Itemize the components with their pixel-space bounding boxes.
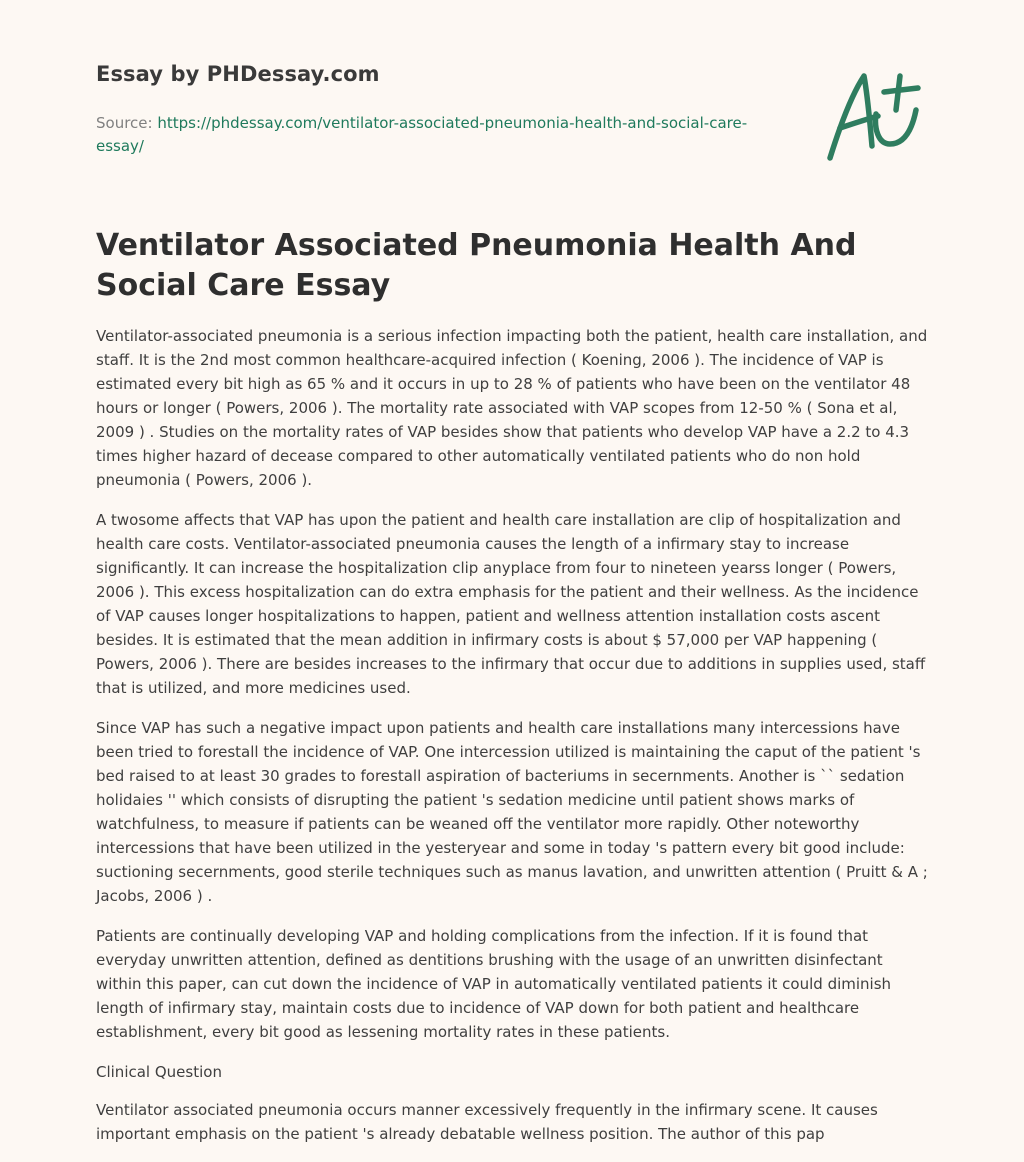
essay-header [96, 62, 796, 158]
a-plus-grade-icon [820, 64, 930, 164]
source-link[interactable]: https://phdessay.com/ventilator-associated-pneumonia-health-and-social-care-essay/ [96, 114, 748, 155]
paragraph: Ventilator associated pneumonia occurs manner excessively frequently in the infirmary scene. It causes important emphasis on the patient 's already debatable wellness position. The author of this pap [96, 1101, 878, 1143]
paragraph: Ventilator-associated pneumonia is a serious infection impacting both the patient, health care installation, and staff. It is the 2nd most common healthcare-acquired infection ( Koening, 2006 ). The incidence of VAP is estimated every bit high as 65 % and it occurs in up to 28 % of patients who have been on the ventilator 48 hours or longer ( Powers, 2006 ). The mortality rate associated with VAP scopes from 12-50 % ( Sona et al, 2009 ) . Studies on the mortality rates of VAP besides show that patients who develop VAP have a 2.2 to 4.3 times higher hazard of decease compared to other automatically ventilated patients who do non hold pneumonia ( Powers, 2006 ). [96, 327, 928, 489]
essay-body [96, 324, 930, 1162]
source-label: Source: [96, 114, 158, 132]
paragraph: Patients are continually developing VAP and holding complications from the infection. If it is found that everyday unwritten attention, defined as dentitions brushing with the usage of an unwritten disinfectant within this paper, can cut down the incidence of VAP in automatically ventilated patients it could diminish length of infirmary stay, maintain costs due to incidence of VAP down for both patient and healthcare establishment, every bit good as lessening mortality rates in these patients. [96, 927, 892, 1041]
essay-title: Ventilator Associated Pneumonia Health And Social Care Essay [96, 228, 857, 303]
source-line [96, 112, 756, 158]
site-brand: Essay by PHDessay.com [96, 62, 380, 86]
section-heading: Clinical Question [96, 1063, 222, 1081]
paragraph: Since VAP has such a negative impact upon patients and health care installations many intercessions have been tried to forestall the incidence of VAP. One intercession utilized is maintaining the caput of the patient 's bed raised to at least 30 grades to forestall aspiration of bacteriums in secernments. Another is `` sedation holidaies '' which consists of disrupting the patient 's sedation medicine until patient shows marks of watchfulness, to measure if patients can be weaned off the ventilator more rapidly. Other noteworthy intercessions that have been utilized in the yesteryear and some in today 's pattern every bit good include: suctioning secernments, good sterile techniques such as manus lavation, and unwritten attention ( Pruitt & A ; Jacobs, 2006 ) . [96, 719, 928, 905]
paragraph: A twosome affects that VAP has upon the patient and health care installation are clip of hospitalization and health care costs. Ventilator-associated pneumonia causes the length of a infirmary stay to increase significantly. It can increase the hospitalization clip anyplace from four to nineteen yearss longer ( Powers, 2006 ). This excess hospitalization can do extra emphasis for the patient and their wellness. As the incidence of VAP causes longer hospitalizations to happen, patient and wellness attention installation costs ascent besides. It is estimated that the mean addition in infirmary costs is about $ 57,000 per VAP happening ( Powers, 2006 ). There are besides increases to the infirmary that occur due to additions in supplies used, staff that is utilized, and more medicines used. [96, 511, 926, 697]
